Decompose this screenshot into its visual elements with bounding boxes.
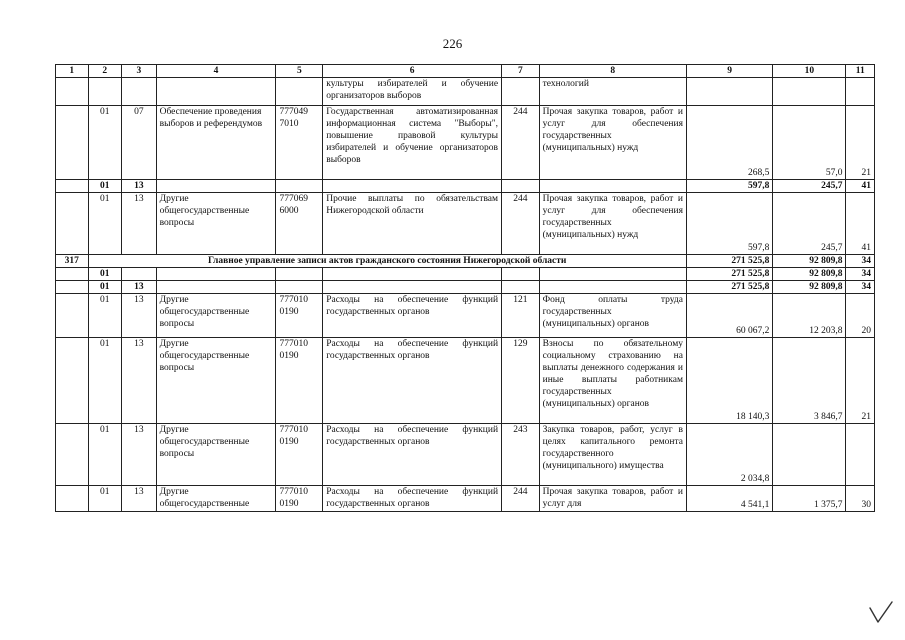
cell-col-7 (502, 180, 540, 193)
col-header: 2 (88, 65, 122, 78)
col-header: 3 (122, 65, 157, 78)
col-header: 7 (502, 65, 540, 78)
cell-col-5: 777069 6000 (276, 193, 323, 255)
cell-col-10 (773, 424, 846, 486)
col-header: 10 (773, 65, 846, 78)
cell-col-5: 777010 0190 (276, 486, 323, 512)
cell-col-1 (56, 486, 89, 512)
department-percent: 34 (846, 255, 875, 268)
cell-col-9: 271 525,8 (686, 268, 772, 281)
subtotal-row (56, 268, 875, 281)
cell-col-10: 245,7 (773, 193, 846, 255)
cell-col-3: 13 (122, 180, 157, 193)
cell-col-2: 01 (88, 180, 122, 193)
cell-col-11 (846, 424, 875, 486)
cell-col-2: 01 (88, 294, 122, 338)
cell-col-1 (56, 268, 89, 281)
cell-col-5: 777010 0190 (276, 338, 323, 424)
cell-col-1 (56, 106, 89, 180)
cell-col-11 (846, 78, 875, 106)
cell-col-9: 18 140,3 (686, 338, 772, 424)
cell-col-6: Государственная автоматизированная информационная система "Выборы", повышение правовой культуры избирателей и обучение организаторов выборов (323, 106, 502, 180)
cell-col-4: Другие общегосударственные (156, 486, 276, 512)
cell-col-7 (502, 281, 540, 294)
cell-col-9 (686, 78, 772, 106)
cell-col-4: Обеспечение проведения выборов и референдумов (156, 106, 276, 180)
table-row (56, 78, 875, 106)
cell-col-2: 01 (88, 424, 122, 486)
cell-col-8: Прочая закупка товаров, работ и услуг для обеспечения государственных (муниципальных) нужд (539, 193, 686, 255)
department-row (56, 255, 875, 268)
cell-col-6: Прочие выплаты по обязательствам Нижегородской области (323, 193, 502, 255)
subtotal-row (56, 281, 875, 294)
cell-col-2: 01 (88, 338, 122, 424)
handwritten-check-mark (868, 600, 894, 626)
subtotal-row (56, 180, 875, 193)
cell-col-9: 597,8 (686, 180, 772, 193)
cell-col-3: 13 (122, 486, 157, 512)
cell-col-1 (56, 78, 89, 106)
cell-col-10: 92 809,8 (773, 281, 846, 294)
cell-col-10: 12 203,8 (773, 294, 846, 338)
cell-col-11: 34 (846, 268, 875, 281)
col-header: 4 (156, 65, 276, 78)
table-row (56, 294, 875, 338)
cell-col-9: 4 541,1 (686, 486, 772, 512)
cell-col-11: 41 (846, 193, 875, 255)
cell-col-3: 07 (122, 106, 157, 180)
table-row (56, 106, 875, 180)
cell-col-3: 13 (122, 424, 157, 486)
col-header: 5 (276, 65, 323, 78)
cell-col-10: 92 809,8 (773, 268, 846, 281)
cell-col-7 (502, 268, 540, 281)
page-number: 226 (442, 36, 463, 51)
cell-col-8: Взносы по обязательному социальному страхованию на выплаты денежного содержания и иные выплаты работникам государственных (муниципальных) органов (539, 338, 686, 424)
cell-col-4: Другие общегосударственные вопросы (156, 294, 276, 338)
cell-col-2: 01 (88, 281, 122, 294)
cell-col-11: 21 (846, 106, 875, 180)
cell-col-8 (539, 268, 686, 281)
cell-col-8: Прочая закупка товаров, работ и услуг для (539, 486, 686, 512)
cell-col-6: Расходы на обеспечение функций государственных органов (323, 486, 502, 512)
cell-col-8 (539, 281, 686, 294)
department-fact: 92 809,8 (773, 255, 846, 268)
cell-col-1 (56, 281, 89, 294)
cell-col-10: 245,7 (773, 180, 846, 193)
cell-col-3: 13 (122, 193, 157, 255)
cell-col-10: 1 375,7 (773, 486, 846, 512)
cell-col-8: Фонд оплаты труда государственных (муниципальных) органов (539, 294, 686, 338)
cell-col-7: 121 (502, 294, 540, 338)
cell-col-2: 01 (88, 106, 122, 180)
cell-col-7: 244 (502, 106, 540, 180)
cell-col-6 (323, 268, 502, 281)
cell-col-11: 20 (846, 294, 875, 338)
cell-col-5 (276, 78, 323, 106)
cell-col-3 (122, 78, 157, 106)
department-code: 317 (56, 255, 89, 268)
cell-col-7: 129 (502, 338, 540, 424)
cell-col-3 (122, 268, 157, 281)
cell-col-7: 244 (502, 486, 540, 512)
cell-col-3: 13 (122, 294, 157, 338)
cell-col-8: Закупка товаров, работ, услуг в целях капитального ремонта государственного (муниципального) имущества (539, 424, 686, 486)
cell-col-10: 3 846,7 (773, 338, 846, 424)
cell-col-3: 13 (122, 338, 157, 424)
cell-col-6: культуры избирателей и обучение организаторов выборов (323, 78, 502, 106)
cell-col-10: 57,0 (773, 106, 846, 180)
cell-col-6 (323, 180, 502, 193)
cell-col-1 (56, 338, 89, 424)
cell-col-2: 01 (88, 486, 122, 512)
table-row (56, 338, 875, 424)
table-row (56, 424, 875, 486)
department-name: Главное управление записи актов гражданского состояния Нижегородской области (88, 255, 686, 268)
cell-col-2: 01 (88, 268, 122, 281)
table-row (56, 193, 875, 255)
cell-col-9: 271 525,8 (686, 281, 772, 294)
cell-col-9: 60 067,2 (686, 294, 772, 338)
cell-col-5 (276, 268, 323, 281)
cell-col-5: 777010 0190 (276, 424, 323, 486)
col-header: 9 (686, 65, 772, 78)
cell-col-1 (56, 424, 89, 486)
cell-col-9: 268,5 (686, 106, 772, 180)
cell-col-4 (156, 268, 276, 281)
cell-col-8: Прочая закупка товаров, работ и услуг для обеспечения государственных (муниципальных) нужд (539, 106, 686, 180)
col-header: 11 (846, 65, 875, 78)
col-header: 8 (539, 65, 686, 78)
cell-col-6: Расходы на обеспечение функций государственных органов (323, 294, 502, 338)
cell-col-7: 244 (502, 193, 540, 255)
cell-col-3: 13 (122, 281, 157, 294)
cell-col-5 (276, 180, 323, 193)
cell-col-8 (539, 180, 686, 193)
cell-col-11: 21 (846, 338, 875, 424)
cell-col-1 (56, 180, 89, 193)
cell-col-5 (276, 281, 323, 294)
department-plan: 271 525,8 (686, 255, 772, 268)
cell-col-6 (323, 281, 502, 294)
cell-col-4 (156, 281, 276, 294)
cell-col-8: технологий (539, 78, 686, 106)
cell-col-10 (773, 78, 846, 106)
cell-col-7 (502, 78, 540, 106)
cell-col-4 (156, 78, 276, 106)
cell-col-2 (88, 78, 122, 106)
cell-col-6: Расходы на обеспечение функций государственных органов (323, 424, 502, 486)
cell-col-4 (156, 180, 276, 193)
col-header: 1 (56, 65, 89, 78)
cell-col-6: Расходы на обеспечение функций государственных органов (323, 338, 502, 424)
cell-col-7: 243 (502, 424, 540, 486)
table-row (56, 486, 875, 512)
cell-col-5: 777010 0190 (276, 294, 323, 338)
budget-table (55, 64, 875, 512)
col-header: 6 (323, 65, 502, 78)
cell-col-9: 2 034,8 (686, 424, 772, 486)
cell-col-11: 41 (846, 180, 875, 193)
cell-col-1 (56, 193, 89, 255)
cell-col-5: 777049 7010 (276, 106, 323, 180)
cell-col-4: Другие общегосударственные вопросы (156, 424, 276, 486)
cell-col-2: 01 (88, 193, 122, 255)
cell-col-9: 597,8 (686, 193, 772, 255)
cell-col-11: 30 (846, 486, 875, 512)
cell-col-4: Другие общегосударственные вопросы (156, 338, 276, 424)
cell-col-11: 34 (846, 281, 875, 294)
cell-col-4: Другие общегосударственные вопросы (156, 193, 276, 255)
cell-col-1 (56, 294, 89, 338)
header-row (56, 65, 875, 78)
